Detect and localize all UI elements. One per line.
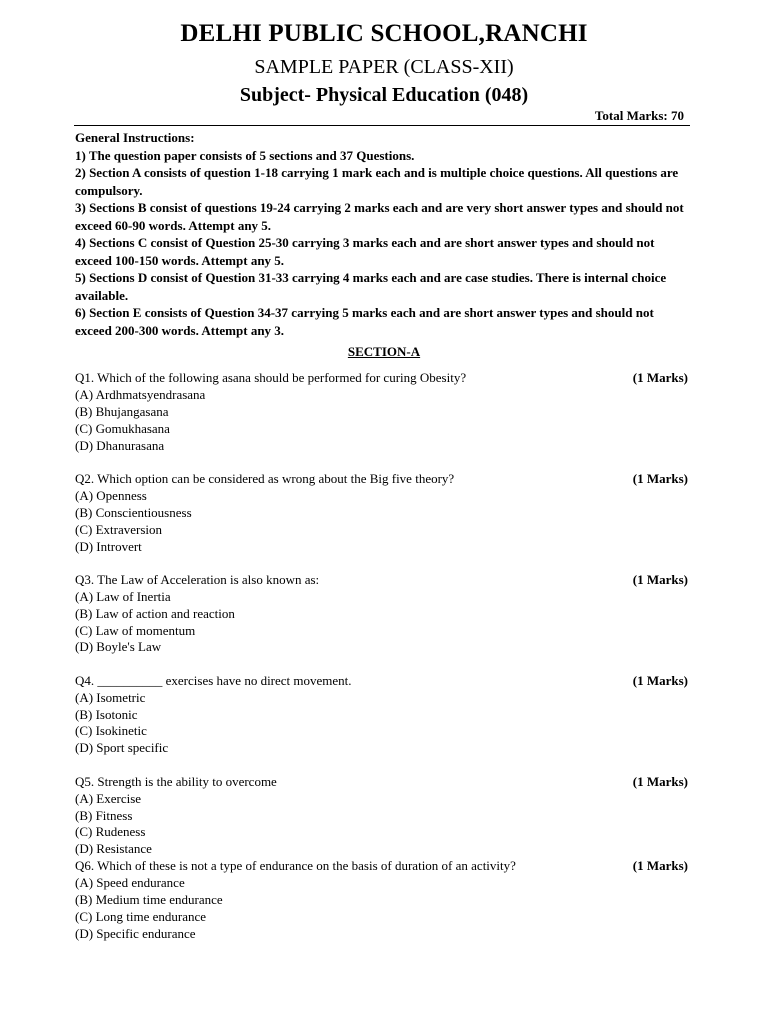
option-a: (A) Speed endurance [75, 875, 185, 891]
option-c: (C) Long time endurance [75, 908, 207, 924]
option-d: (D) Introvert [75, 538, 142, 554]
paper-title: SAMPLE PAPER (CLASS-XII) [254, 56, 514, 78]
option-a: (A) Exercise [75, 790, 142, 806]
option-b: (B) Isotonic [75, 706, 138, 722]
question-line [75, 370, 688, 387]
option-d: (D) Boyle's Law [75, 639, 162, 655]
option-c: (C) Gomukhasana [75, 420, 170, 436]
instruction-item: 6) Section E consists of Question 34-37 carrying 5 marks each and are short answer types and should not exceed 200-300 words. Attempt any 3. [75, 305, 654, 338]
question-text: Q3. The Law of Acceleration is also known as: [75, 571, 320, 587]
instruction-item: 5) Sections D consist of Question 31-33 carrying 4 marks each and are case studies. There is internal choice available. [75, 270, 667, 303]
option-b: (B) Conscientiousness [75, 504, 192, 520]
option-a: (A) Law of Inertia [75, 588, 171, 604]
option-d: (D) Resistance [75, 841, 152, 857]
question-text: Q6. Which of these is not a type of endurance on the basis of duration of an activity? [75, 858, 516, 874]
question-line [75, 673, 688, 690]
option-a: (A) Openness [75, 487, 147, 503]
option-a: (A) Isometric [75, 689, 146, 705]
question-3 [75, 572, 688, 657]
option-c: (C) Isokinetic [75, 723, 147, 739]
instruction-item: 2) Section A consists of question 1-18 carrying 1 mark each and is multiple choice questions. All questions are compulsory. [75, 165, 679, 198]
section-a-title: SECTION-A [347, 344, 421, 359]
question-marks: (1 Marks) [632, 858, 688, 874]
option-c: (C) Rudeness [75, 824, 146, 840]
subject-title: Subject- Physical Education (048) [239, 84, 529, 106]
question-5 [75, 774, 688, 859]
instruction-item: 3) Sections B consist of questions 19-24 carrying 2 marks each and are very short answer types and should not exceed 60-90 words. Attempt any 5. [75, 200, 684, 233]
option-b: (B) Fitness [75, 807, 133, 823]
question-4 [75, 673, 688, 758]
question-marks: (1 Marks) [632, 470, 688, 486]
question-text: Q1. Which of the following asana should be performed for curing Obesity? [75, 370, 467, 385]
question-list [75, 370, 688, 943]
option-c: (C) Extraversion [75, 521, 163, 537]
question-line [75, 774, 688, 791]
option-d: (D) Specific endurance [75, 925, 196, 941]
question-text: Q2. Which option can be considered as wrong about the Big five theory? [75, 470, 455, 486]
question-line [75, 572, 688, 589]
instructions-title: General Instructions: [75, 130, 195, 145]
header-divider [74, 125, 690, 126]
general-instructions [75, 129, 690, 339]
question-6 [75, 858, 688, 943]
question-1 [75, 370, 688, 455]
option-c: (C) Law of momentum [75, 622, 196, 638]
question-marks: (1 Marks) [632, 672, 688, 688]
option-b: (B) Law of action and reaction [75, 605, 235, 621]
option-a: (A) Ardhmatsyendrasana [75, 386, 206, 402]
question-text: Q5. Strength is the ability to overcome [75, 773, 277, 789]
question-marks: (1 Marks) [632, 571, 688, 587]
question-text: Q4. __________ exercises have no direct movement. [75, 672, 352, 688]
question-line [75, 471, 688, 488]
instruction-item: 1) The question paper consists of 5 sections and 37 Questions. [75, 147, 415, 163]
option-b: (B) Medium time endurance [75, 892, 223, 908]
question-marks: (1 Marks) [632, 773, 688, 789]
option-d: (D) Dhanurasana [75, 437, 165, 453]
question-line [75, 858, 688, 875]
school-name: DELHI PUBLIC SCHOOL,RANCHI [180, 20, 588, 47]
question-2 [75, 471, 688, 556]
option-b: (B) Bhujangasana [75, 403, 169, 419]
instruction-item: 4) Sections C consist of Question 25-30 carrying 3 marks each and are short answer types and should not exceed 100-150 words. Attempt any 5. [75, 235, 655, 268]
question-marks: (1 Marks) [632, 370, 688, 385]
option-d: (D) Sport specific [75, 740, 169, 756]
total-marks: Total Marks: 70 [594, 108, 684, 123]
